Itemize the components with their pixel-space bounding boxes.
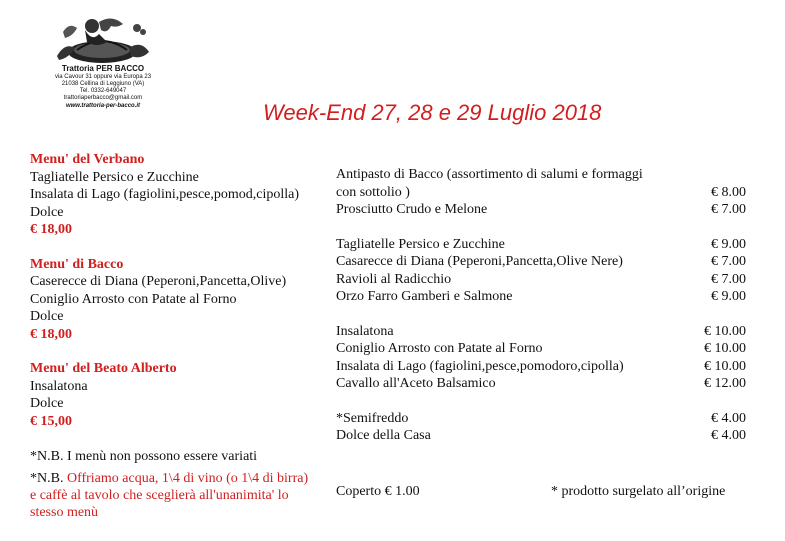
carta-row xyxy=(336,358,746,376)
menu-beato-alberto xyxy=(30,360,330,430)
menu-bacco xyxy=(30,256,330,344)
bacchus-barrel-illustration xyxy=(37,12,167,64)
menu-verbano xyxy=(30,151,330,239)
dish-name: Cavallo all'Aceto Balsamico xyxy=(336,376,496,391)
carta-row xyxy=(336,288,746,306)
dish-name: Casarecce di Diana (Peperoni,Pancetta,Olive Nere) xyxy=(336,254,623,269)
dish-price: € 7.00 xyxy=(711,271,746,287)
carta-row xyxy=(336,323,746,341)
note-prefix: *N.B. xyxy=(30,471,67,486)
dish-price: € 7.00 xyxy=(711,202,746,217)
dish-name: Ravioli al Radicchio xyxy=(336,271,452,287)
carta-row xyxy=(336,375,746,393)
dish-name: Coniglio Arrosto con Patate al Forno xyxy=(336,341,543,356)
logo-telephone: Tel. 0332-649047 xyxy=(79,88,127,94)
page-title: Week-End 27, 28 e 29 Luglio 2018 xyxy=(263,100,602,125)
menu-title: Menu' del Verbano xyxy=(30,152,145,167)
dish-price: € 8.00 xyxy=(711,184,746,200)
menu-item: Insalatona xyxy=(30,378,88,394)
note-body: Offriamo acqua, 1\4 di vino (o 1\4 di birra) e caffè al tavolo che sceglierà all'unanimita' lo stesso menù xyxy=(30,471,309,520)
note-included-drinks xyxy=(30,470,315,521)
menu-item: Caserecce di Diana (Peperoni,Pancetta,Olive) xyxy=(30,274,287,289)
dish-price: € 10.00 xyxy=(704,358,746,374)
dish-price: € 10.00 xyxy=(704,323,746,339)
dish-name: *Semifreddo xyxy=(336,410,409,426)
logo-restaurant-name: Trattoria PER BACCO xyxy=(61,64,145,73)
dish-price: € 9.00 xyxy=(711,289,746,304)
menu-item: Dolce xyxy=(30,204,64,220)
carta-row xyxy=(336,253,746,271)
dish-price: € 10.00 xyxy=(704,341,746,356)
menu-price: € 18,00 xyxy=(30,222,72,237)
dish-name: Dolce della Casa xyxy=(336,428,431,443)
dish-name: Insalatona xyxy=(336,323,394,339)
dish-price: € 7.00 xyxy=(711,254,746,269)
dish-name: Insalata di Lago (fagiolini,pesce,pomodoro,cipolla) xyxy=(336,358,624,374)
carta-row xyxy=(336,427,746,445)
dish-price: € 12.00 xyxy=(704,376,746,391)
note-no-changes: *N.B. I menù non possono essere variati xyxy=(30,449,258,464)
menu-title: Menu' di Bacco xyxy=(30,256,124,272)
a-la-carte xyxy=(336,166,746,445)
carta-row xyxy=(336,410,746,428)
menu-title: Menu' del Beato Alberto xyxy=(30,361,177,376)
dish-name: Tagliatelle Persico e Zucchine xyxy=(336,236,505,252)
menu-item: Insalata di Lago (fagiolini,pesce,pomod,cipolla) xyxy=(30,187,300,202)
carta-row xyxy=(336,184,746,202)
carta-row xyxy=(336,166,746,184)
dish-price: € 9.00 xyxy=(711,236,746,252)
frozen-product-note: * prodotto surgelato all’origine xyxy=(551,484,726,499)
restaurant-logo xyxy=(33,12,173,109)
logo-address-line1: via Cavour 31 oppure via Europa 23 xyxy=(54,74,152,80)
menu-price: € 15,00 xyxy=(30,413,72,429)
dish-name: Orzo Farro Gamberi e Salmone xyxy=(336,289,513,304)
dish-name: con sottolio ) xyxy=(336,184,410,200)
cover-charge: Coperto € 1.00 xyxy=(336,484,420,499)
logo-website: www.trattoria-per-bacco.it xyxy=(65,103,141,109)
dish-price: € 4.00 xyxy=(711,410,746,426)
dish-name: Prosciutto Crudo e Melone xyxy=(336,202,488,217)
carta-row xyxy=(336,271,746,289)
carta-row xyxy=(336,340,746,358)
carta-row xyxy=(336,236,746,254)
menu-item: Dolce xyxy=(30,309,64,324)
dish-name: Antipasto di Bacco (assortimento di salumi e formaggi xyxy=(336,167,643,182)
menu-item: Dolce xyxy=(30,396,64,411)
logo-address-line2: 21038 Cellina di Leggiuno (VA) xyxy=(61,81,145,87)
fixed-menus xyxy=(30,151,330,447)
menu-item: Tagliatelle Persico e Zucchine xyxy=(30,169,199,185)
carta-row xyxy=(336,201,746,219)
menu-price: € 18,00 xyxy=(30,326,72,342)
menu-item: Coniglio Arrosto con Patate al Forno xyxy=(30,291,237,307)
dish-price: € 4.00 xyxy=(711,428,746,443)
logo-email: trattoriaperbacco@gmail.com xyxy=(63,95,143,101)
